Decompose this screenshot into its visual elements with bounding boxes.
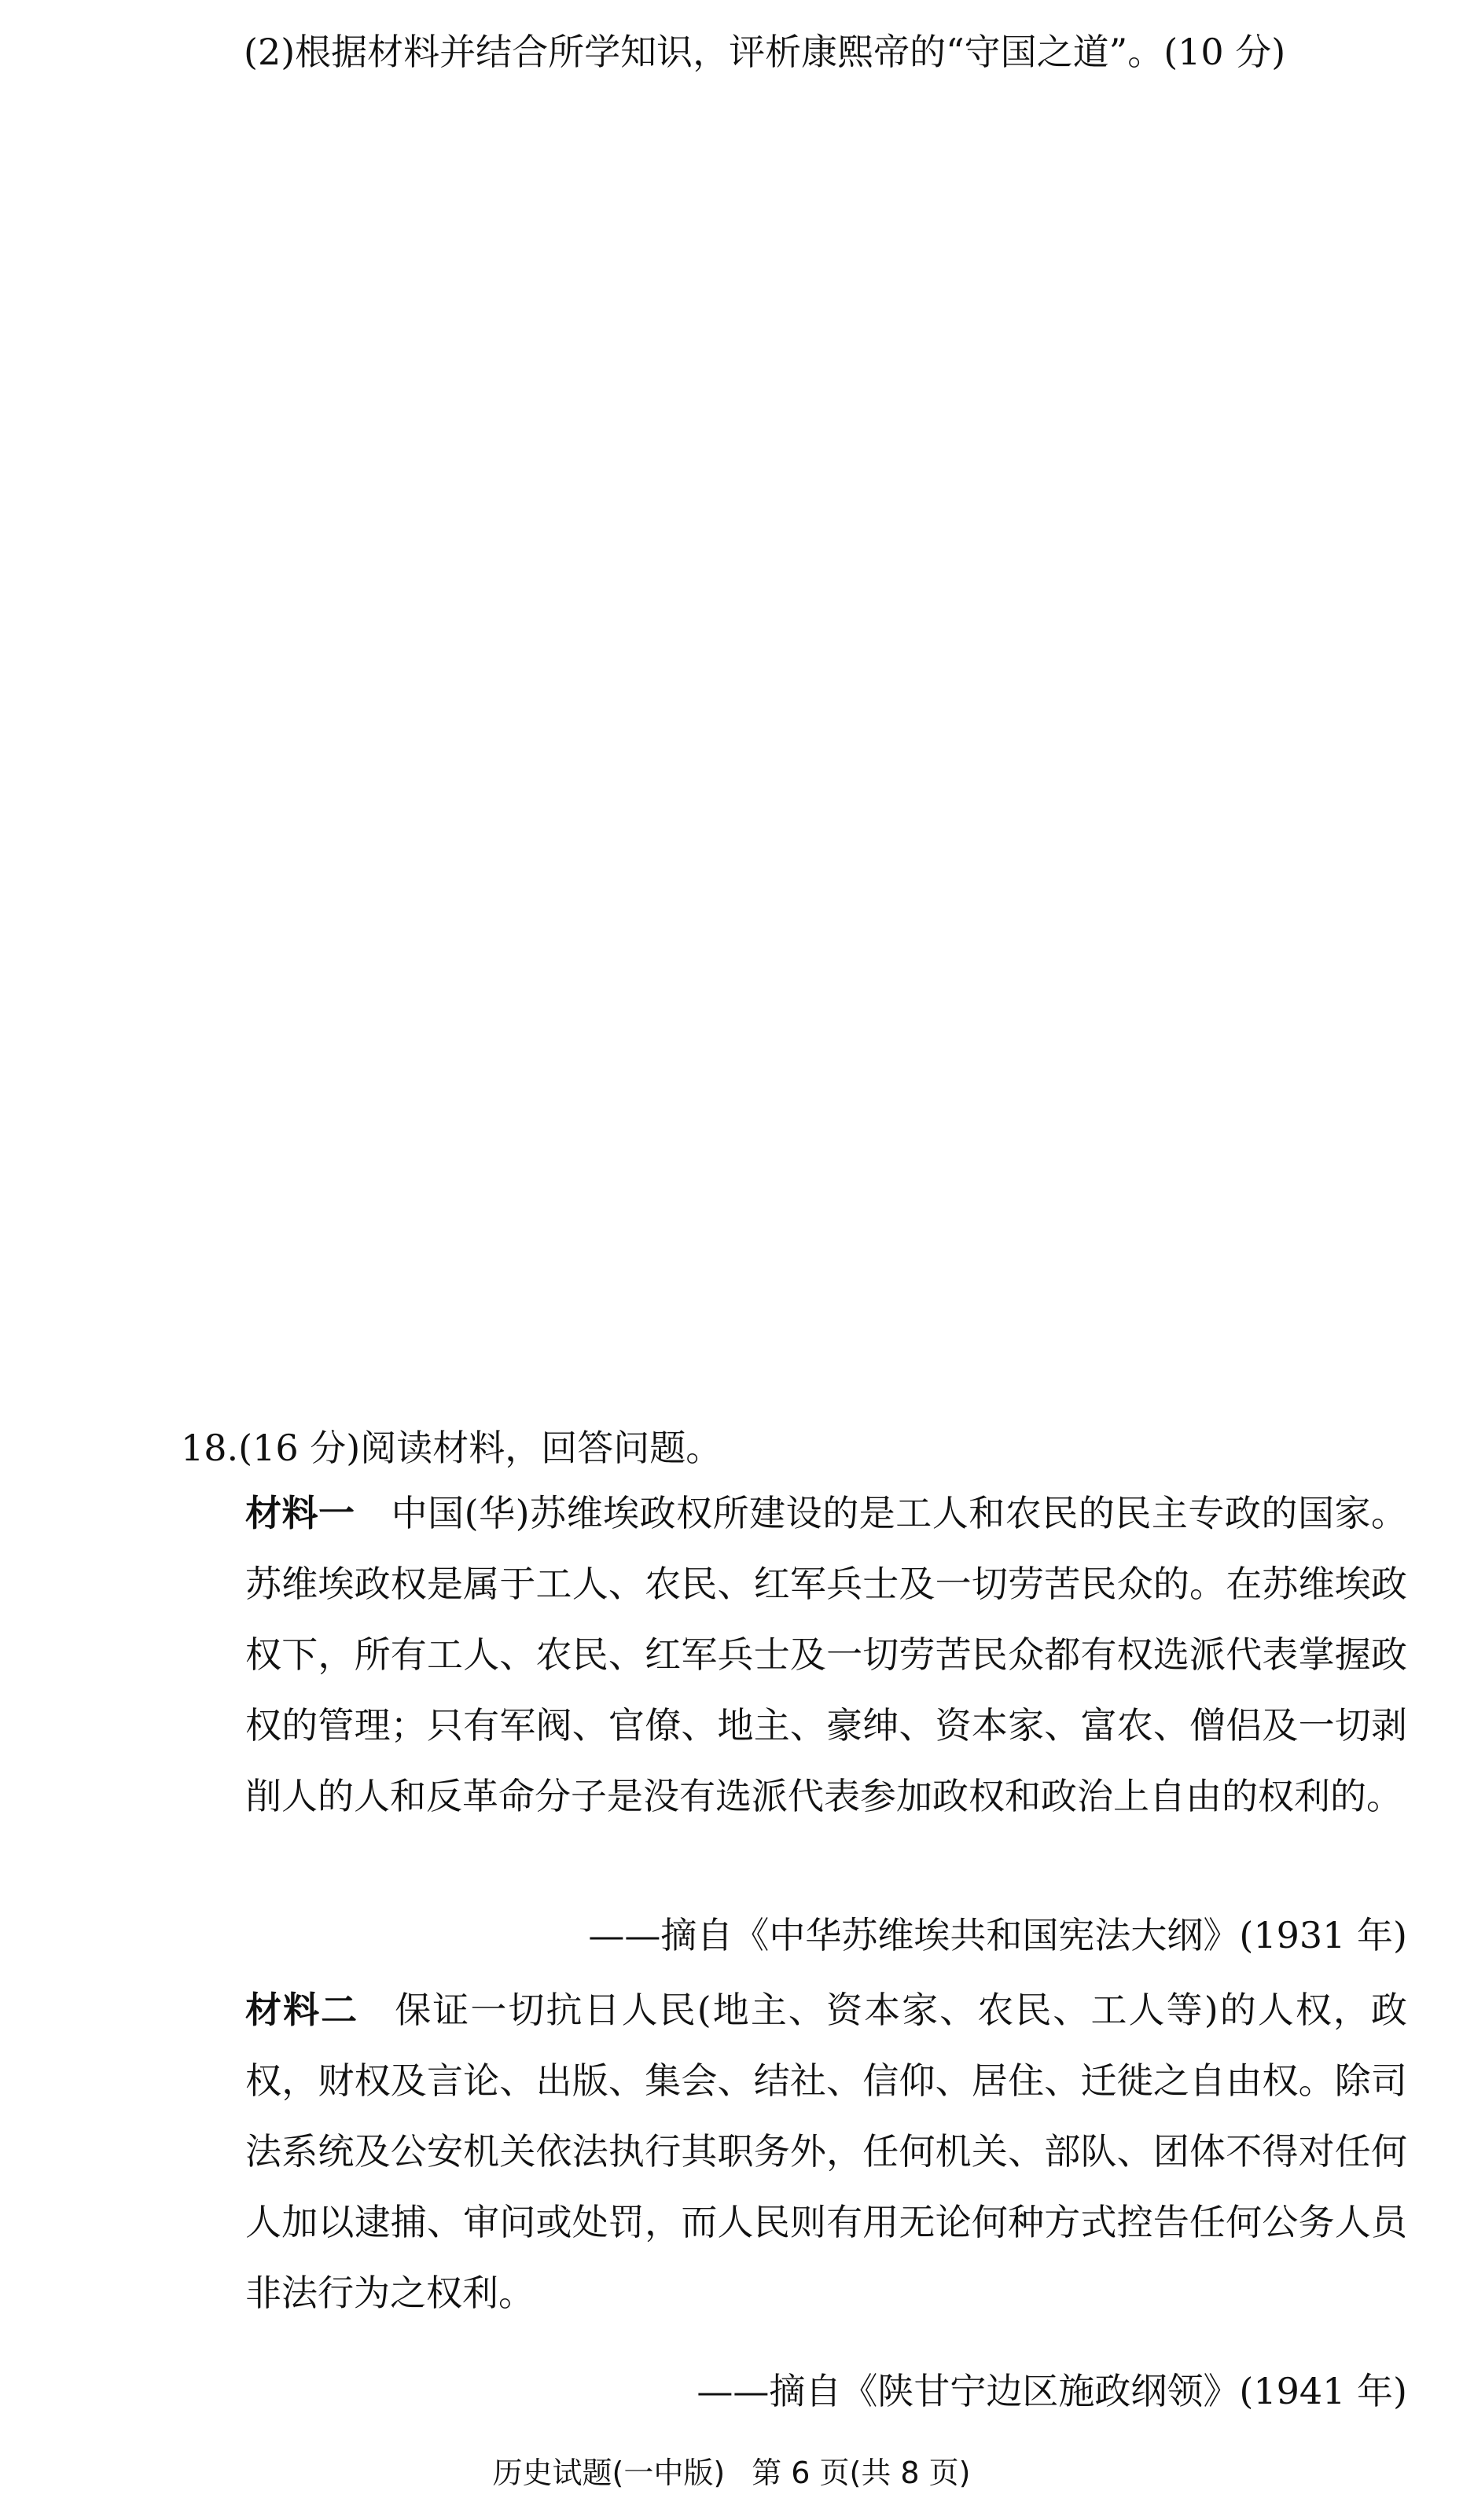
material-two [245, 1974, 1407, 2328]
material-two-text: 保证一切抗日人民(地主、资本家、农民、工人等)的人权，政权，财权及言论、出版、集会、结社、信仰、居住、迁徙之自由权。除司法系统及公安机关依法执行其职务外，任何机关、部队、团体不得对任何人加以逮捕、审问或处罚，而人民则有用无论何种方式控告任何公务人员非法行为之权利。 [245, 1989, 1407, 2314]
material-two-label: 材料二 [245, 1989, 359, 2031]
material-one-text: 中国(华)苏维埃政权所建设的是工人和农民的民主专政的国家。苏维埃政权是属于工人、农民、红军兵士及一切劳苦民众的。在苏维埃政权下，所有工人、农民、红军兵士及一切劳苦民众都有权选派代表掌握政权的管理；只有军阀、官僚、地主、豪绅、资本家、富农、僧侣及一切剥削人的人和反革命分子是没有选派代表参加政权和政治上自由的权利的。 [245, 1492, 1407, 1817]
question-18-header: 18.(16 分)阅读材料，回答问题。 [181, 1427, 722, 1469]
material-one-label: 材料一 [245, 1492, 355, 1534]
material-one [245, 1478, 1407, 1831]
page-footer [0, 2451, 1463, 2495]
footer-subject: 历史试题(一中版) [492, 2456, 726, 2490]
answer-space [181, 94, 1407, 1391]
footer-page-number: 第 6 页(共 8 页) [752, 2456, 971, 2490]
question-17-part-2: (2)根据材料并结合所学知识，评析康熙帝的“守国之道”。(10 分) [244, 31, 1286, 73]
material-two-source: ——摘自《陕甘宁边区施政纲领》(1941 年) [697, 2370, 1407, 2412]
material-one-source: ——摘自《中华苏维埃共和国宪法大纲》(1931 年) [588, 1914, 1407, 1956]
